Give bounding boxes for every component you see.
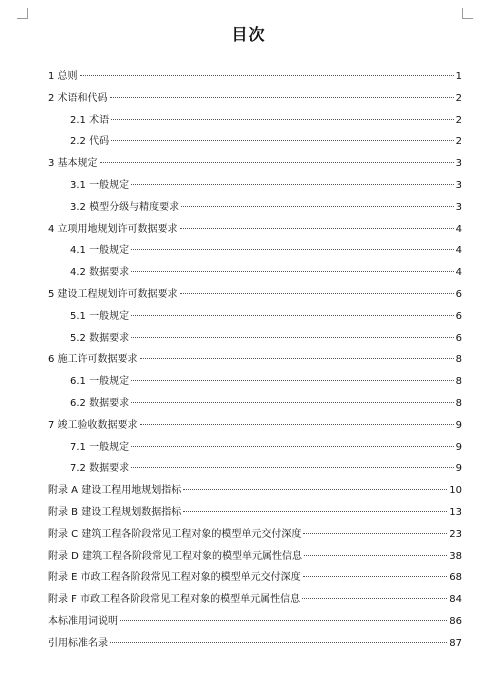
dot-leader [111,140,454,141]
toc-entry-label: 5.2 数据要求 [70,332,130,344]
dot-leader [140,424,454,425]
toc-entry-label: 本标准用词说明 [48,615,118,627]
toc-entry-page-number: 13 [449,506,462,518]
toc-entry[interactable] [48,110,462,132]
toc-entry-page-number: 9 [455,441,462,453]
toc-entry-label: 4.1 一般规定 [70,245,130,257]
toc-entry[interactable] [48,262,462,284]
toc-entry-page-number: 38 [449,550,462,562]
dot-leader [80,75,454,76]
toc-entry-label: 附录 E 市政工程各阶段常见工程对象的模型单元交付深度 [48,572,301,584]
toc-entry-label: 附录 B 建设工程规划数据指标 [48,506,182,518]
dot-leader [131,467,454,468]
toc-entry-label: 4 立项用地规划许可数据要求 [48,223,178,235]
dot-leader [131,446,454,447]
dot-leader [302,598,447,599]
dot-leader [181,206,454,207]
toc-entry-page-number: 6 [455,310,462,322]
toc-entry-page-number: 23 [449,528,462,540]
dot-leader [110,642,447,643]
toc-entry-page-number: 4 [455,267,462,279]
toc-entry-page-number: 8 [455,397,462,409]
toc-entry[interactable] [48,502,462,524]
toc-entry-page-number: 9 [455,463,462,475]
toc-entry-label: 6.1 一般规定 [70,376,130,388]
toc-entry-page-number: 8 [455,354,462,366]
toc-entry[interactable] [48,219,462,241]
toc-entry-page-number: 2 [455,114,462,126]
dot-leader [120,620,447,621]
dot-leader [304,555,447,556]
toc-entry[interactable] [48,349,462,371]
toc-entry-label: 7.1 一般规定 [70,441,130,453]
toc-entry[interactable] [48,458,462,480]
dot-leader [303,576,448,577]
toc-entry[interactable] [48,66,462,88]
dot-leader [131,184,454,185]
toc-entry[interactable] [48,437,462,459]
toc-entry-label: 附录 D 建筑工程各阶段常见工程对象的模型单元属性信息 [48,550,303,562]
toc-entry-page-number: 1 [455,71,462,82]
toc-entry-page-number: 6 [455,332,462,344]
dot-leader [131,380,454,381]
toc-entry-page-number: 3 [455,158,462,170]
dot-leader [180,293,454,294]
toc-entry[interactable] [48,589,462,611]
page-title: 目次 [231,25,266,44]
toc-entry-label: 5 建设工程规划许可数据要求 [48,288,178,300]
toc-entry-page-number: 4 [455,223,462,235]
toc-entry[interactable] [48,546,462,568]
toc-entry[interactable] [48,284,462,306]
toc-entry-page-number: 86 [449,615,462,627]
toc-entry-page-number: 10 [449,485,462,497]
toc-entry-label: 3.2 模型分级与精度要求 [70,201,180,213]
toc-entry-label: 6.2 数据要求 [70,397,130,409]
toc-entry-page-number: 84 [449,594,462,606]
toc-entry-page-number: 2 [455,136,462,148]
dot-leader [183,511,447,512]
toc-entry-label: 3.1 一般规定 [70,179,130,191]
toc-entry-page-number: 4 [455,245,462,257]
toc-entry-label: 5.1 一般规定 [70,310,130,322]
toc-entry-page-number: 6 [455,288,462,300]
toc-entry[interactable] [48,88,462,110]
toc-entry-label: 3 基本规定 [48,158,98,170]
toc-entry-page-number: 87 [449,637,462,649]
toc-entry-label: 2 术语和代码 [48,92,108,104]
toc-entry-page-number: 3 [455,201,462,213]
toc-entry-page-number: 9 [455,419,462,431]
toc-entry-label: 6 施工许可数据要求 [48,354,138,366]
dot-leader [183,489,447,490]
toc-entry-label: 7.2 数据要求 [70,463,130,475]
toc-entry[interactable] [48,131,462,153]
toc-entry-label: 4.2 数据要求 [70,267,130,279]
page-corner-mark-top-right [462,8,473,19]
toc-entry-page-number: 68 [449,572,462,584]
toc-entry-label: 引用标准名录 [48,637,108,649]
toc-entry-page-number: 8 [455,376,462,388]
dot-leader [100,162,454,163]
dot-leader [140,358,454,359]
toc-entry[interactable] [48,480,462,502]
table-of-contents [48,66,462,655]
dot-leader [111,119,454,120]
dot-leader [303,533,447,534]
toc-entry[interactable] [48,371,462,393]
toc-entry-label: 附录 F 市政工程各阶段常见工程对象的模型单元属性信息 [48,594,301,606]
toc-entry[interactable] [48,415,462,437]
toc-entry[interactable] [48,633,462,655]
dot-leader [131,249,454,250]
dot-leader [131,271,454,272]
toc-entry-page-number: 2 [455,92,462,104]
page-corner-mark-top-left [17,8,28,19]
toc-entry-label: 1 总则 [48,71,78,82]
toc-entry[interactable] [48,567,462,589]
toc-entry[interactable] [48,328,462,350]
toc-entry-label: 7 竣工验收数据要求 [48,419,138,431]
dot-leader [131,315,454,316]
toc-entry-label: 附录 A 建设工程用地规划指标 [48,485,182,497]
toc-entry-label: 2.1 术语 [70,114,110,126]
toc-entry[interactable] [48,524,462,546]
toc-entry[interactable] [48,306,462,328]
toc-entry[interactable] [48,240,462,262]
toc-entry[interactable] [48,153,462,175]
dot-leader [110,97,454,98]
toc-entry-label: 2.2 代码 [70,136,110,148]
toc-entry-page-number: 3 [455,179,462,191]
dot-leader [131,337,454,338]
toc-entry-label: 附录 C 建筑工程各阶段常见工程对象的模型单元交付深度 [48,528,302,540]
toc-entry[interactable] [48,393,462,415]
toc-entry[interactable] [48,197,462,219]
dot-leader [180,228,454,229]
toc-entry[interactable] [48,175,462,197]
toc-entry[interactable] [48,611,462,633]
dot-leader [131,402,454,403]
